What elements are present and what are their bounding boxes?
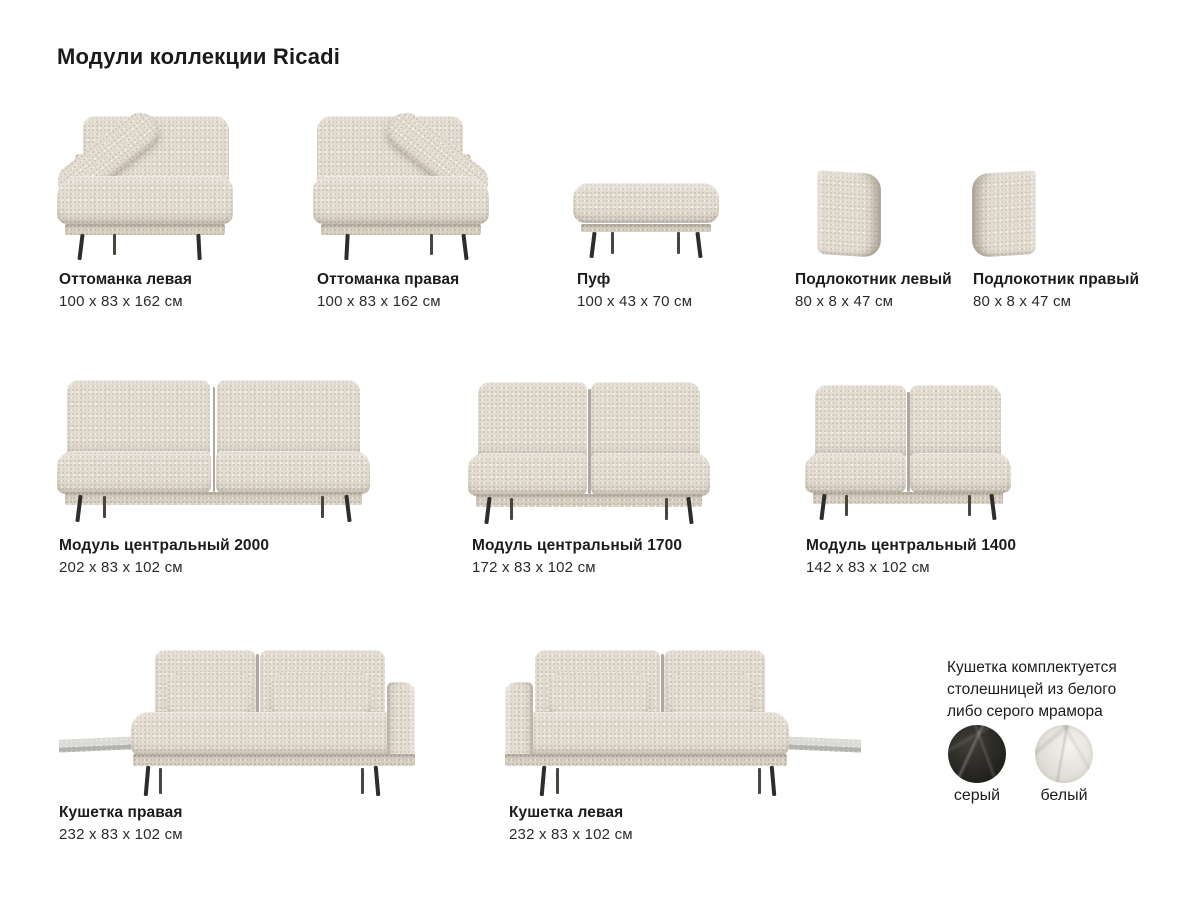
sofa-leg <box>665 498 668 520</box>
sofa-back-cushion <box>910 385 1001 458</box>
cushion-seam <box>213 387 216 492</box>
product-dimensions: 172 x 83 x 102 см <box>472 559 596 576</box>
sofa-seat-cushion <box>591 453 710 496</box>
sofa-seat-cushion <box>468 453 587 496</box>
product-label <box>795 270 952 312</box>
sofa-base-rail <box>505 754 787 766</box>
product-label <box>59 536 269 578</box>
product-name: Подлокотник левый <box>795 271 952 288</box>
product-dimensions: 80 x 8 x 47 см <box>973 293 1072 310</box>
product-label <box>59 803 183 845</box>
product-dimensions: 202 x 83 x 102 см <box>59 559 183 576</box>
sofa-seat-cushion <box>216 451 370 494</box>
sofa-leg <box>321 496 324 518</box>
sofa-base-rail <box>813 492 1003 504</box>
swatch-label-white: белый <box>1040 787 1088 804</box>
armrest-panel <box>972 170 1036 258</box>
sofa-back-cushion <box>217 380 360 457</box>
sofa-leg <box>144 766 151 796</box>
marble-swatch-white <box>1035 725 1093 783</box>
pouf-cushion <box>573 183 719 223</box>
product-image-ottoman-right <box>313 112 489 258</box>
product-label <box>577 270 692 312</box>
sofa-leg <box>344 234 349 260</box>
product-dimensions: 80 x 8 x 47 см <box>795 293 894 310</box>
sofa-base-rail <box>65 224 225 235</box>
marble-shelf <box>59 736 135 752</box>
product-image-armrest-right <box>972 172 1036 256</box>
sofa-leg <box>540 766 547 796</box>
sofa-seat-cushion <box>505 712 789 756</box>
sofa-back-cushion <box>815 385 906 458</box>
sofa-armrest <box>505 682 533 760</box>
product-name: Пуф <box>577 271 611 288</box>
product-name: Модуль центральный 1700 <box>472 537 683 554</box>
sofa-base-rail <box>65 492 362 505</box>
sofa-leg <box>196 234 201 260</box>
sofa-seat-cushion <box>805 453 906 494</box>
pouf-leg <box>611 232 614 254</box>
marble-shelf <box>785 736 861 752</box>
sofa-leg <box>461 234 468 260</box>
sofa-leg <box>77 234 84 260</box>
product-image-module-1700 <box>468 382 710 524</box>
sofa-armrest <box>387 682 415 760</box>
product-name: Кушетка правая <box>59 804 183 821</box>
product-dimensions: 142 x 83 x 102 см <box>806 559 930 576</box>
product-image-module-2000 <box>57 380 370 522</box>
sofa-seat-cushion <box>57 451 211 494</box>
sofa-back-cushion <box>591 382 700 459</box>
cushion-seam <box>662 654 665 718</box>
product-dimensions: 232 x 83 x 102 см <box>59 826 183 843</box>
product-dimensions: 100 x 43 x 70 см <box>577 293 693 310</box>
sofa-seat-cushion <box>313 176 489 224</box>
swatch-label-gray: серый <box>953 787 1001 804</box>
sofa-leg <box>510 498 513 520</box>
product-dimensions: 100 x 83 x 162 см <box>317 293 441 310</box>
sofa-seat-cushion <box>131 712 415 756</box>
sofa-leg <box>758 768 761 794</box>
sofa-leg <box>968 495 971 516</box>
product-image-pouf <box>573 183 719 258</box>
product-label <box>509 803 633 845</box>
sofa-leg <box>103 496 106 518</box>
daybed-note <box>947 657 1117 723</box>
note-line: Кушетка комплектуется <box>947 659 1117 676</box>
product-image-daybed-left <box>505 648 863 796</box>
sofa-seat-cushion <box>910 453 1011 494</box>
sofa-back-cushion <box>67 380 210 457</box>
product-name: Кушетка левая <box>509 804 624 821</box>
product-image-armrest-left <box>817 172 881 256</box>
product-name: Подлокотник правый <box>973 271 1140 288</box>
sofa-leg <box>113 234 116 255</box>
sofa-base-rail <box>133 754 415 766</box>
product-image-module-1400 <box>805 385 1011 520</box>
sofa-leg <box>556 768 559 794</box>
product-image-daybed-right <box>57 648 415 796</box>
cushion-seam <box>256 654 259 718</box>
sofa-leg <box>770 766 777 796</box>
sofa-leg <box>374 766 381 796</box>
product-dimensions: 232 x 83 x 102 см <box>509 826 633 843</box>
product-label <box>973 270 1139 312</box>
marble-swatch-gray <box>948 725 1006 783</box>
product-name: Модуль центральный 2000 <box>59 537 270 554</box>
sofa-leg <box>430 234 433 255</box>
pouf-leg <box>695 232 702 258</box>
sofa-leg <box>159 768 162 794</box>
armrest-panel <box>817 170 881 258</box>
product-label <box>806 536 1016 578</box>
sofa-seat-cushion <box>57 176 233 224</box>
page-title: Модули коллекции Ricadi <box>57 44 341 69</box>
product-label <box>472 536 682 578</box>
product-name: Оттоманка правая <box>317 271 460 288</box>
note-line: столешницей из белого <box>947 681 1117 698</box>
product-name: Модуль центральный 1400 <box>806 537 1017 554</box>
pouf-base-rail <box>581 224 711 232</box>
note-line: либо серого мрамора <box>947 703 1103 720</box>
product-dimensions: 100 x 83 x 162 см <box>59 293 183 310</box>
product-name: Оттоманка левая <box>59 271 192 288</box>
pouf-leg <box>677 232 680 254</box>
sofa-leg <box>361 768 364 794</box>
product-label <box>59 270 192 312</box>
sofa-back-cushion <box>478 382 587 459</box>
product-image-ottoman-left <box>57 112 233 258</box>
sofa-leg <box>845 495 848 516</box>
pouf-leg <box>589 232 596 258</box>
product-label <box>317 270 459 312</box>
